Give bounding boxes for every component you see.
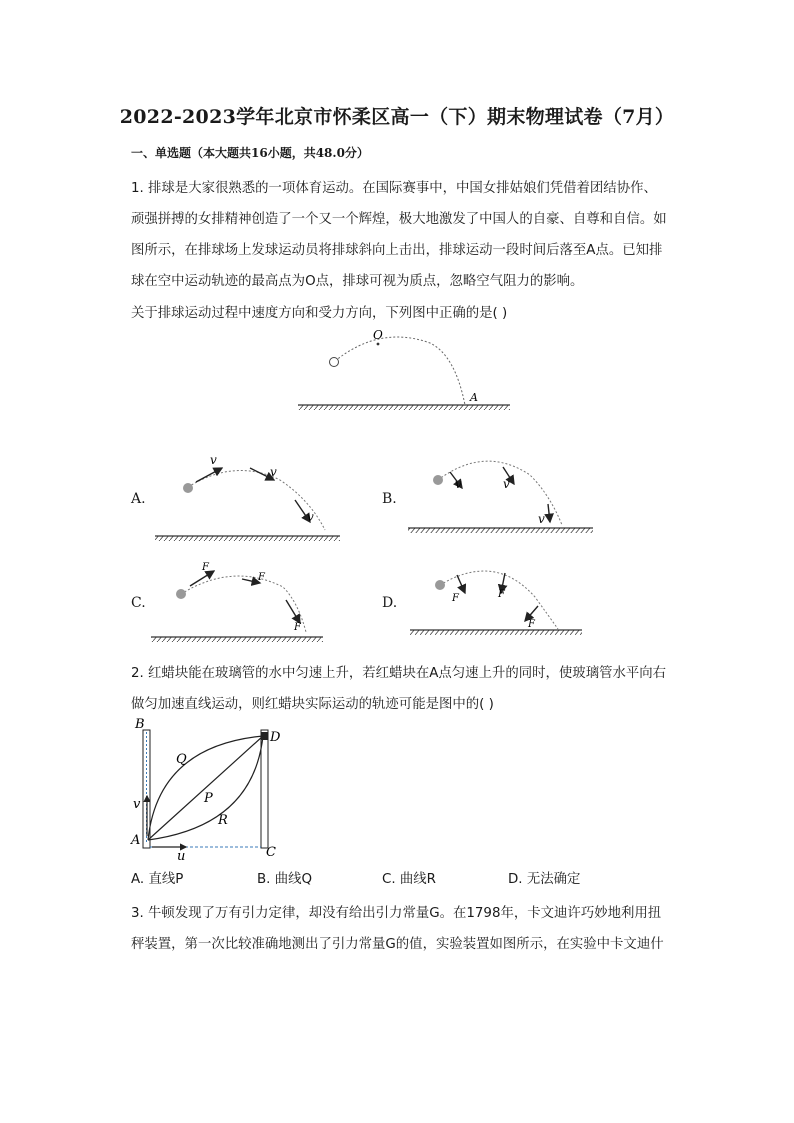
label-A: A (131, 833, 141, 848)
q1-text-line: 1. 排球是大家很熟悉的一项体育运动。在国际赛事中，中国女排姑娘们凭借着团结协作、 (131, 181, 657, 196)
option-d-figure (405, 557, 585, 642)
f-label: F (258, 572, 265, 583)
option-a-label: A. (131, 491, 146, 507)
f-label: F (452, 593, 459, 604)
f-label: F (202, 562, 209, 573)
label-D: D (270, 730, 281, 745)
q3-text-line: 秤装置，第一次比较准确地测出了引力常量G的值，实验装置如图所示，在实验中卡文迪什 (131, 937, 664, 952)
q3-text-line: 3. 牛顿发现了万有引力定律，却没有给出引力常量G。在1798年，卡文迪许巧妙地利用扭 (131, 906, 662, 921)
label-R: R (218, 813, 228, 828)
v-label: v (270, 465, 277, 479)
label-v: v (133, 797, 141, 812)
label-u: u (177, 849, 186, 862)
v-label: v (503, 477, 510, 491)
label-Q: Q (176, 752, 187, 767)
v-label: v (538, 512, 545, 526)
q2-text-line: 2. 红蜡块能在玻璃管的水中匀速上升，若红蜡块在A点匀速上升的同时，使玻璃管水平向右 (131, 666, 667, 681)
option-a-figure (150, 450, 350, 545)
label-A: A (470, 391, 478, 404)
label-B: B (135, 717, 145, 732)
q2-choice-b[interactable]: B. 曲线Q (257, 872, 313, 887)
q2-choice-a[interactable]: A. 直线P (131, 872, 184, 887)
q1-text-line: 顽强拼搏的女排精神创造了一个又一个辉煌，极大地激发了中国人的自豪、自尊和自信。如 (131, 212, 667, 227)
option-c-label: C. (131, 595, 146, 611)
q1-text-line: 球在空中运动轨迹的最高点为O点，排球可视为质点，忽略空气阻力的影响。 (131, 274, 584, 289)
option-b-label: B. (382, 491, 397, 507)
label-O: O (373, 328, 383, 342)
option-d-label: D. (382, 595, 398, 611)
f-label: F (498, 589, 505, 600)
q2-choice-c[interactable]: C. 曲线R (382, 872, 436, 887)
v-label: v (210, 453, 217, 467)
q1-main-figure (290, 325, 520, 415)
q1-prompt: 关于排球运动过程中速度方向和受力方向，下列图中正确的是( ) (131, 306, 508, 321)
q1-text-line: 图所示，在排球场上发球运动员将排球斜向上击出，排球运动一段时间后落至A点。已知排 (131, 243, 663, 258)
label-C: C (266, 845, 276, 860)
q2-choice-d[interactable]: D. 无法确定 (508, 872, 581, 887)
q2-figure (128, 716, 298, 862)
f-label: F (294, 622, 301, 633)
v-label: v (307, 510, 314, 524)
label-P: P (204, 791, 213, 806)
f-label: F (528, 619, 535, 630)
page-title: 2022-2023学年北京市怀柔区高一（下）期末物理试卷（7月） (119, 106, 675, 128)
option-b-figure (400, 450, 600, 545)
option-c-figure (148, 557, 338, 647)
v-label: v (455, 477, 462, 491)
q2-prompt: 做匀加速直线运动，则红蜡块实际运动的轨迹可能是图中的( ) (131, 697, 494, 712)
section-heading: 一、单选题（本大题共16小题，共48.0分） (131, 146, 369, 160)
